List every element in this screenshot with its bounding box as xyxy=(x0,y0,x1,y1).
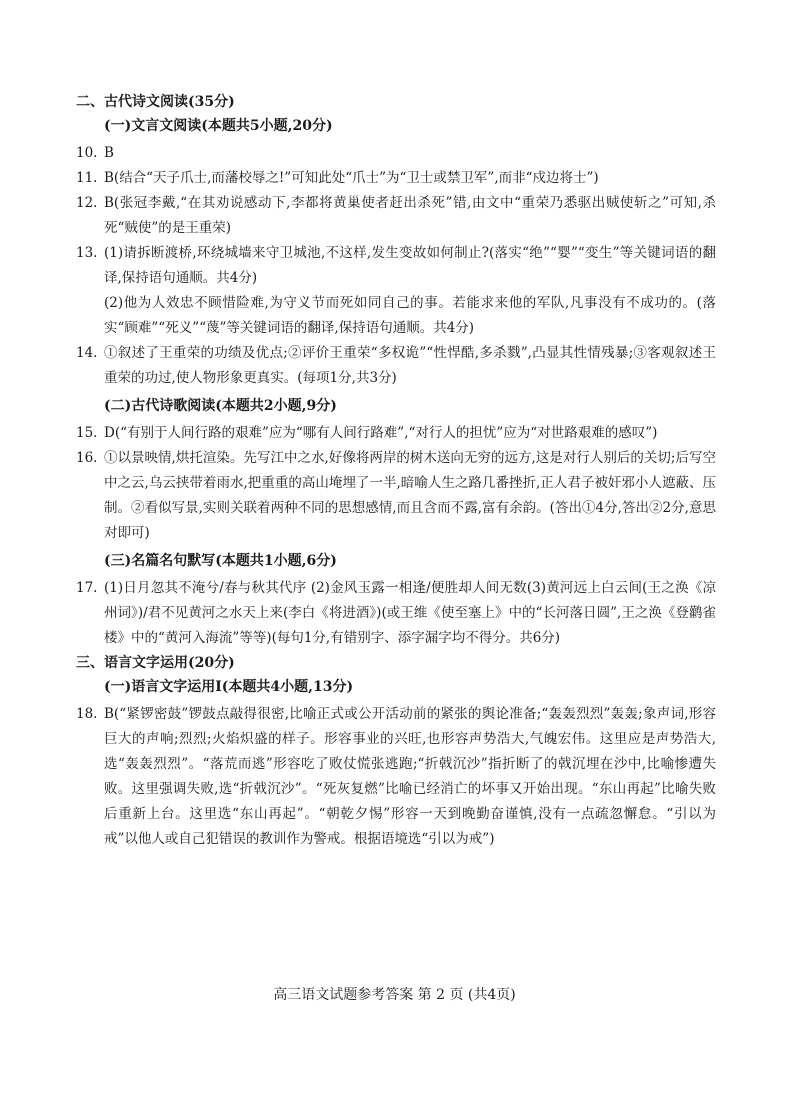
item-number: 17. xyxy=(76,580,98,596)
answer-item-10 xyxy=(76,141,716,166)
item-number: 16. xyxy=(76,450,98,466)
answer-item-18 xyxy=(76,702,716,852)
item-text: B xyxy=(104,145,114,161)
item-number: 11. xyxy=(76,170,98,186)
answer-item-11 xyxy=(76,166,716,191)
item-text-part-2: (2)他为人效忠不顾惜险难,为守义节而死如同自己的事。若能求来他的军队,凡事没有不成功的。(落实“顾难”“死义”“蔑”等关键词语的翻译,保持语句通顺。共4分) xyxy=(104,295,716,336)
item-text: D(“有别于人间行路的艰难”应为“哪有人间行路难”,“对行人的担忧”应为“对世路艰难的感叹”) xyxy=(104,425,658,441)
item-text: ①以景映情,烘托渲染。先写江中之水,好像将两岸的树木送向无穷的远方,这是对行人别后的关切;后写空中之云,乌云挟带着雨水,把重重的高山埯埋了一半,暗喻人生之路几番挫折,正人君子被奸邪小人遮蔽、压制。②看似写景,实则关联着两种不同的思想感情,而且含而不露,富有余韵。(答出①4分,答出②2分,意思对即可) xyxy=(104,450,716,541)
item-text: ①叙述了王重荣的功绩及优点;②评价王重荣“多权诡”“性悍酷,多杀戮”,凸显其性情残暴;③客观叙述王重荣的功过,使人物形象更真实。(每项1分,共3分) xyxy=(104,345,716,386)
answer-item-13 xyxy=(76,241,716,341)
item-number: 13. xyxy=(76,245,98,261)
item-number: 14. xyxy=(76,345,98,361)
item-text: B(张冠李戴,“在其劝说感动下,李都将黄巢使者赶出杀死”错,由文中“重荣乃悉驱出贼使斩之”可知,杀死“贼使”的是王重荣) xyxy=(104,195,716,236)
answer-item-15 xyxy=(76,421,716,446)
answer-item-16 xyxy=(76,446,716,546)
section-heading-language-use: 三、语言文字运用(20分) xyxy=(76,655,235,671)
subsection-heading-classical-poetry: (二)古代诗歌阅读(本题共2小题,9分) xyxy=(104,398,337,414)
answer-item-14 xyxy=(76,341,716,391)
subsection-heading-famous-lines: (三)名篇名句默写(本题共1小题,6分) xyxy=(104,553,337,569)
item-text: B(结合“天子爪士,而藩校辱之!”可知此处“爪士”为“卫士或禁卫军”,而非“戍边将士”) xyxy=(104,170,599,186)
item-number: 18. xyxy=(76,706,98,722)
item-number: 10. xyxy=(76,145,98,161)
answer-item-17 xyxy=(76,576,716,651)
answer-item-12 xyxy=(76,191,716,241)
item-number: 15. xyxy=(76,425,98,441)
item-text-part-1: (1)请拆断渡桥,环绕城墙来守卫城池,不这样,发生变故如何制止?(落实“绝”“婴”“变生”等关键词语的翻译,保持语句通顺。共4分) xyxy=(104,245,716,286)
subsection-heading-language-use-1: (一)语言文字运用Ⅰ(本题共4小题,13分) xyxy=(104,679,354,695)
subsection-heading-classical-prose: (一)文言文阅读(本题共5小题,20分) xyxy=(104,118,333,134)
item-text: B(“紧锣密鼓”锣鼓点敲得很密,比喻正式或公开活动前的紧张的舆论准备;“轰轰烈烈”轰轰;象声词,形容巨大的声响;烈烈;火焰炽盛的样子。形容事业的兴旺,也形容声势浩大,气魄宏伟。这里应是声势浩大,选“轰轰烈烈”。“落荒而逃”形容吃了败仗慌张逃跑;“折戟沉沙”指折断了的戟沉埋在沙中,比喻惨遭失败。这里强调失败,选“折戟沉沙”。“死灰复燃”比喻已经消亡的坏事又开始出现。“东山再起”比喻失败后重新上台。这里选“东山再起”。“朝乾夕惕”形容一天到晚勤奋谨慎,没有一点疏忽懈怠。“引以为戒”以他人或自己犯错误的教训作为警戒。根据语境选“引以为戒”) xyxy=(104,706,716,847)
item-number: 12. xyxy=(76,195,98,211)
answer-content xyxy=(76,90,716,852)
section-heading-classical: 二、古代诗文阅读(35分) xyxy=(76,94,235,110)
item-text: (1)日月忽其不淹兮/春与秋其代序 (2)金风玉露一相逢/便胜却人间无数(3)黄河远上白云间(王之涣《凉州词》)/君不见黄河之水天上来(李白《将进酒》)(或王维《使至塞上》中的“长河落日圆”,王之涣《登鹳雀楼》中的“黄河入海流”等等)(每句1分,有错别字、添字漏字均不得分。共6分) xyxy=(104,580,716,646)
page-footer: 高三语文试题参考答案 第 2 页 (共4页) xyxy=(273,987,516,1003)
